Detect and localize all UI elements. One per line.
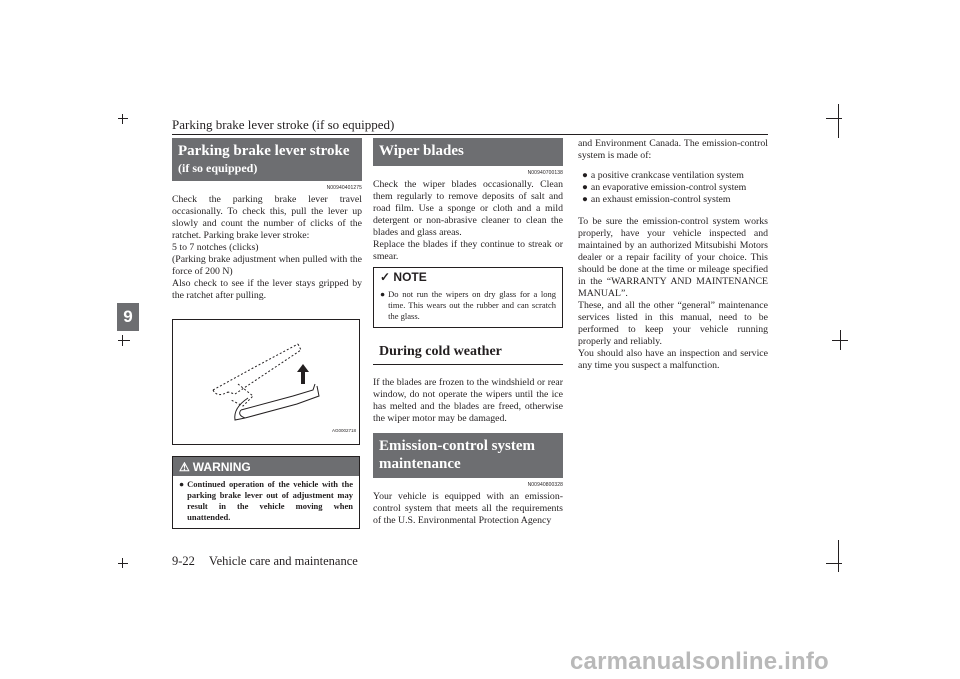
right-column (578, 138, 768, 372)
note-box (373, 267, 563, 328)
crop-mark (826, 563, 842, 564)
warning-text: ● Continued operation of the vehicle with the parking brake lever out of adjustment may result in the vehicle moving when unattended. (179, 479, 353, 522)
pull-arrow-icon (297, 364, 309, 384)
wiper-text: Check the wiper blades occasionally. Clean them regularly to remove deposits of salt and road film. Use a sponge or cloth and a mild detergent or non-abrasive cleaner to clean the blades and glass areas. Replace the blades if they continue to streak or smear. (373, 179, 563, 262)
cold-weather-text: If the blades are frozen to the windshield or rear window, do not operate the wipers until the ice has melted and the blades are freed, otherwise the wiper motor may be damaged. (373, 377, 563, 424)
parking-brake-lever-illustration (173, 320, 359, 444)
list-item: ● an evaporative emission-control system (582, 182, 747, 193)
crop-mark (122, 114, 123, 124)
bullet-icon: ● (179, 479, 185, 489)
header-rule (172, 134, 768, 135)
emission-intro: and Environment Canada. The emission-control system is made of: (578, 138, 768, 161)
crop-mark (122, 558, 123, 568)
checkmark-icon: ✓ (380, 270, 391, 284)
section-code: N00940401275 (326, 185, 362, 191)
crop-mark (838, 540, 839, 572)
chapter-tab: 9 (117, 303, 139, 331)
section-heading-wiper-blades: Wiper blades (373, 138, 563, 166)
subheading-cold-weather: During cold weather (373, 338, 563, 365)
section-code: N00940700138 (527, 170, 563, 176)
list-item: ● a positive crankcase ventilation system (582, 170, 744, 181)
section-code: N00940800328 (527, 482, 563, 488)
crop-mark (826, 118, 842, 119)
page-number: 9-22 (172, 554, 195, 568)
crop-mark (118, 118, 128, 119)
left-column (172, 138, 362, 302)
crop-mark (118, 563, 128, 564)
warning-triangle-icon: ⚠ (179, 459, 190, 474)
bullet-icon: ● (582, 194, 588, 205)
chapter-title: Vehicle care and maintenance (208, 554, 358, 568)
emission-maintenance-text: To be sure the emission-control system works properly, have your vehicle inspected and maintained by an authorized Mitsubishi Motors dealer or a repair facility of your choice. This should be done at the time or mileage specified in the “WARRANTY AND MAINTENANCE MANUAL”. These, and all the other “general” maintenance services listed in this manual, need to be performed to keep your vehicle running properly and reliably. You should also have an inspection and service any time you suspect a malfunction. (578, 216, 768, 371)
page-header-title: Parking brake lever stroke (if so equipped) (172, 117, 395, 132)
emission-text: Your vehicle is equipped with an emission-control system that meets all the requirements of the U.S. Environmental Protection Agency (373, 491, 563, 526)
page-footer (172, 554, 358, 569)
bullet-icon: ● (582, 182, 588, 193)
parking-brake-text: Check the parking brake lever travel occasionally. To check this, pull the lever up slowly and count the number of clicks of the ratchet. Parking brake lever stroke: 5 to 7 notches (clicks) (Parking brake adjustment when pulled with the force of 200 N) Also check to see if the lever stays gripped by the ratchet after pulling. (172, 194, 362, 301)
note-header: ✓ NOTE (380, 270, 427, 284)
crop-mark (838, 104, 839, 138)
watermark: carmanualsonline.info (570, 648, 829, 675)
bullet-icon: ● (380, 289, 386, 299)
warning-box (172, 456, 360, 529)
section-heading-parking-brake: Parking brake lever stroke (if so equipped) (172, 138, 362, 181)
bullet-icon: ● (582, 170, 588, 181)
emission-system-list (582, 170, 768, 206)
figure-code: AG0002718 (331, 428, 356, 433)
crop-mark (840, 330, 841, 350)
parking-brake-figure (172, 319, 360, 445)
crop-mark (122, 335, 123, 346)
section-heading-emission: Emission-control system maintenance (373, 433, 563, 478)
warning-header: ⚠ WARNING (173, 457, 359, 476)
middle-column (373, 138, 563, 527)
list-item: ● an exhaust emission-control system (582, 194, 731, 205)
note-text: ● Do not run the wipers on dry glass for a long time. This wears out the rubber and can scratch the glass. (380, 289, 556, 321)
crop-mark (118, 340, 130, 341)
